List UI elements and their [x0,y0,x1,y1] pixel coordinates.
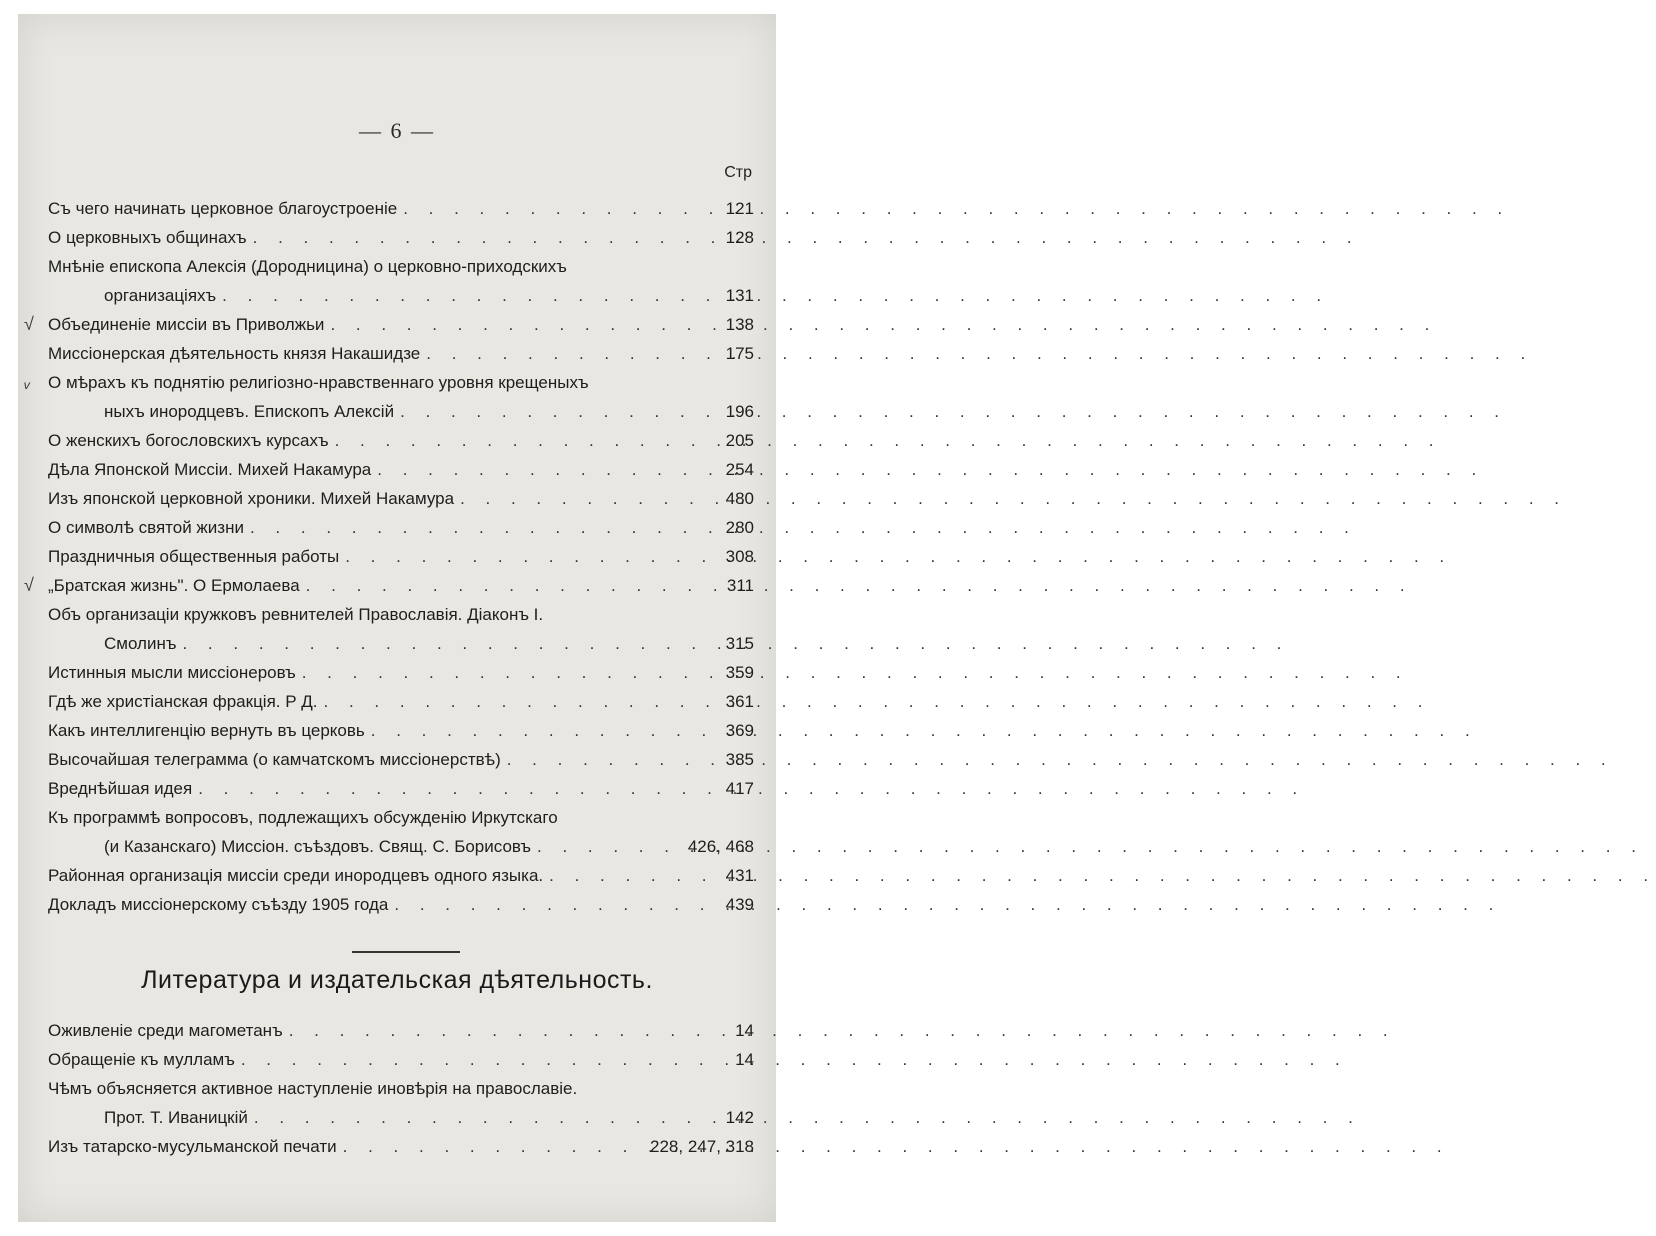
toc-entry-title: Оживленіе среди магометанъ [48,1021,283,1040]
section-divider [352,951,460,953]
toc-entry [48,716,754,745]
toc-entry-line [48,1016,754,1045]
toc-entry [48,513,754,542]
dot-leader [176,629,721,658]
toc-entry-title: О символѣ святой жизни [48,518,244,537]
toc-entry-line [48,252,754,281]
toc-entry [48,890,754,919]
toc-entry [48,774,754,803]
dot-leader [371,455,721,484]
toc-entry-line [48,281,754,310]
section-title: Литература и издательская дѣятельность. [141,966,653,994]
toc-entry [48,1045,754,1074]
toc-entry-line [48,368,754,397]
toc-entry-page: 417 [725,779,754,798]
toc-entry-page: 131 [725,286,754,305]
dot-leader [318,687,722,716]
toc-entry-page: 439 [725,895,754,914]
toc-entry-title: Праздничныя общественныя работы [48,547,340,566]
toc-entry-line [48,194,754,223]
dot-leader [531,832,684,861]
toc-entry-page: 14 [735,1050,754,1069]
toc-entry-title: Высочайшая телеграмма (о камчатскомъ миссіонерствѣ) [48,750,501,769]
toc-entry-page: 205 [725,431,754,450]
toc-entry-title: Съ чего начинать церковное благоустроеніе [48,199,398,218]
toc-entry-page: 308 [725,547,754,566]
toc-entry-page: 385 [725,750,754,769]
dot-leader [394,397,722,426]
toc-entry-title: Районная организація миссіи среди инородцевъ одного языка. [48,866,544,885]
toc-entry-line [48,803,754,832]
literature-contents [48,1016,754,1161]
toc-entry-line [48,687,754,716]
toc-entry-title: Чѣмъ объясняется активное наступленіе иновѣрія на православіе. [48,1079,578,1098]
toc-entry-page: 228, 247, 318 [650,1137,754,1156]
dot-leader [365,716,722,745]
toc-entry-page: 142 [725,1108,754,1127]
toc-entry-title: Какъ интеллигенцію вернуть въ церковь [48,721,365,740]
toc-entry-title: Докладъ миссіонерскому съѣзду 1905 года [48,895,389,914]
dot-leader [397,194,721,223]
dot-leader [329,426,722,455]
toc-entry-page: 196 [725,402,754,421]
toc-entry-title: „Братская жизнь". О Ермолаева [48,576,300,595]
toc-entry-line [48,571,754,600]
document-page [18,14,776,1222]
table-of-contents [24,194,754,919]
toc-entry [24,571,754,600]
dot-leader [283,1016,731,1045]
toc-entry-title: Обращеніе къ мулламъ [48,1050,235,1069]
toc-entry-page: 128 [725,228,754,247]
dot-leader [216,281,721,310]
toc-entry [48,339,754,368]
toc-entry-page: 311 [726,576,754,595]
toc-entry [48,600,754,658]
dot-leader [454,484,722,513]
toc-entry [48,1016,754,1045]
toc-entry [48,687,754,716]
toc-entry-title: Объ организаціи кружковъ ревнителей Православія. Діаконъ І. [48,605,544,624]
toc-entry-line [48,745,754,774]
toc-entry-title: Миссіонерская дѣятельность князя Накашидзе [48,344,421,363]
toc-entry-page: 431 [725,866,754,885]
toc-entry-page: 315 [725,634,754,653]
toc-entry-line [48,1132,754,1161]
toc-entry-line [48,1045,754,1074]
toc-entry [48,1132,754,1161]
toc-entry-title: организаціяхъ [104,286,217,305]
toc-entry-title: О женскихъ богословскихъ курсахъ [48,431,329,450]
toc-entry-title: Прот. Т. Иваницкій [104,1108,248,1127]
toc-entry-title: Къ программѣ вопросовъ, подлежащихъ обсужденію Иркутскаго [48,808,558,827]
toc-entry-title: Дѣла Японской Миссіи. Михей Накамура [48,460,372,479]
dot-leader [247,223,722,252]
toc-entry-line [48,1074,754,1103]
toc-entry-title: Объединеніе миссіи въ Приволжьи [48,315,325,334]
toc-entry [24,310,754,339]
check-mark: √ [24,314,34,334]
toc-entry [48,803,754,861]
toc-entry-title: Мнѣніе епископа Алексія (Дородницина) о церковно-приходскихъ [48,257,567,276]
toc-entry-line [48,716,754,745]
toc-entry-title: О мѣрахъ къ поднятію религіозно-нравственнаго уровня крещеныхъ [48,373,589,392]
toc-entry [48,745,754,774]
dot-leader [192,774,721,803]
toc-entry-page: 426, 468 [687,837,754,856]
dot-leader [337,1132,646,1161]
toc-entry-line [48,426,754,455]
check-mark: ᵥ [24,372,31,392]
toc-entry-line [48,774,754,803]
toc-entry-title: Изъ татарско-мусульманской печати [48,1137,337,1156]
toc-entry-line [48,397,754,426]
toc-entry [48,542,754,571]
dot-leader [388,890,721,919]
toc-entry-line [48,832,754,861]
toc-entry-title: ныхъ инородцевъ. Епископъ Алексій [104,402,395,421]
toc-entry [48,223,754,252]
toc-entry-line [48,455,754,484]
toc-entry [48,455,754,484]
toc-entry [48,252,754,310]
toc-entry [48,194,754,223]
toc-entry-line [48,629,754,658]
dot-leader [296,658,722,687]
toc-entry-line [48,658,754,687]
toc-entry-page: 280 [725,518,754,537]
toc-entry-page: 121 [725,199,754,218]
toc-entry-line [48,861,754,890]
toc-entry-line [48,484,754,513]
toc-entry-title: Изъ японской церковной хроники. Михей Накамура [48,489,455,508]
toc-entry [48,426,754,455]
dot-leader [300,571,723,600]
page-column-header: Стр [724,164,752,181]
toc-entry-line [48,890,754,919]
check-mark: √ [24,575,34,595]
toc-entry-line [48,1103,754,1132]
toc-entry-line [48,310,754,339]
toc-entry-page: 361 [725,692,754,711]
toc-entry-page: 14 [735,1021,754,1040]
dot-leader [543,861,722,890]
toc-entry [24,368,754,426]
toc-entry-title: О церковныхъ общинахъ [48,228,247,247]
toc-entry-page: 175 [725,344,754,363]
toc-entry [48,484,754,513]
toc-entry-page: 254 [725,460,754,479]
dot-leader [339,542,721,571]
dot-leader [248,1103,722,1132]
toc-entry-page: 138 [725,315,754,334]
toc-entry-line [48,542,754,571]
toc-entry-title: Вреднѣйшая идея [48,779,193,798]
toc-entry-line [48,600,754,629]
toc-entry-page: 480 [725,489,754,508]
toc-entry-title: (и Казанскаго) Миссіон. съѣздовъ. Свящ. С. Борисовъ [104,837,531,856]
toc-entry-line [48,339,754,368]
dot-leader [420,339,721,368]
toc-entry [48,658,754,687]
toc-entry-title: Истинныя мысли миссіонеровъ [48,663,296,682]
toc-entry [48,1074,754,1132]
dot-leader [501,745,722,774]
dot-leader [324,310,721,339]
toc-entry-line [48,513,754,542]
toc-entry-page: 369 [725,721,754,740]
dot-leader [244,513,722,542]
dot-leader [235,1045,731,1074]
toc-entry-page: 359 [725,663,754,682]
toc-entry-title: Гдѣ же христіанская фракція. Р Д. [48,692,318,711]
toc-entry [48,861,754,890]
toc-entry-line [48,223,754,252]
page-number: — 6 — [359,118,435,143]
toc-entry-title: Смолинъ [104,634,177,653]
